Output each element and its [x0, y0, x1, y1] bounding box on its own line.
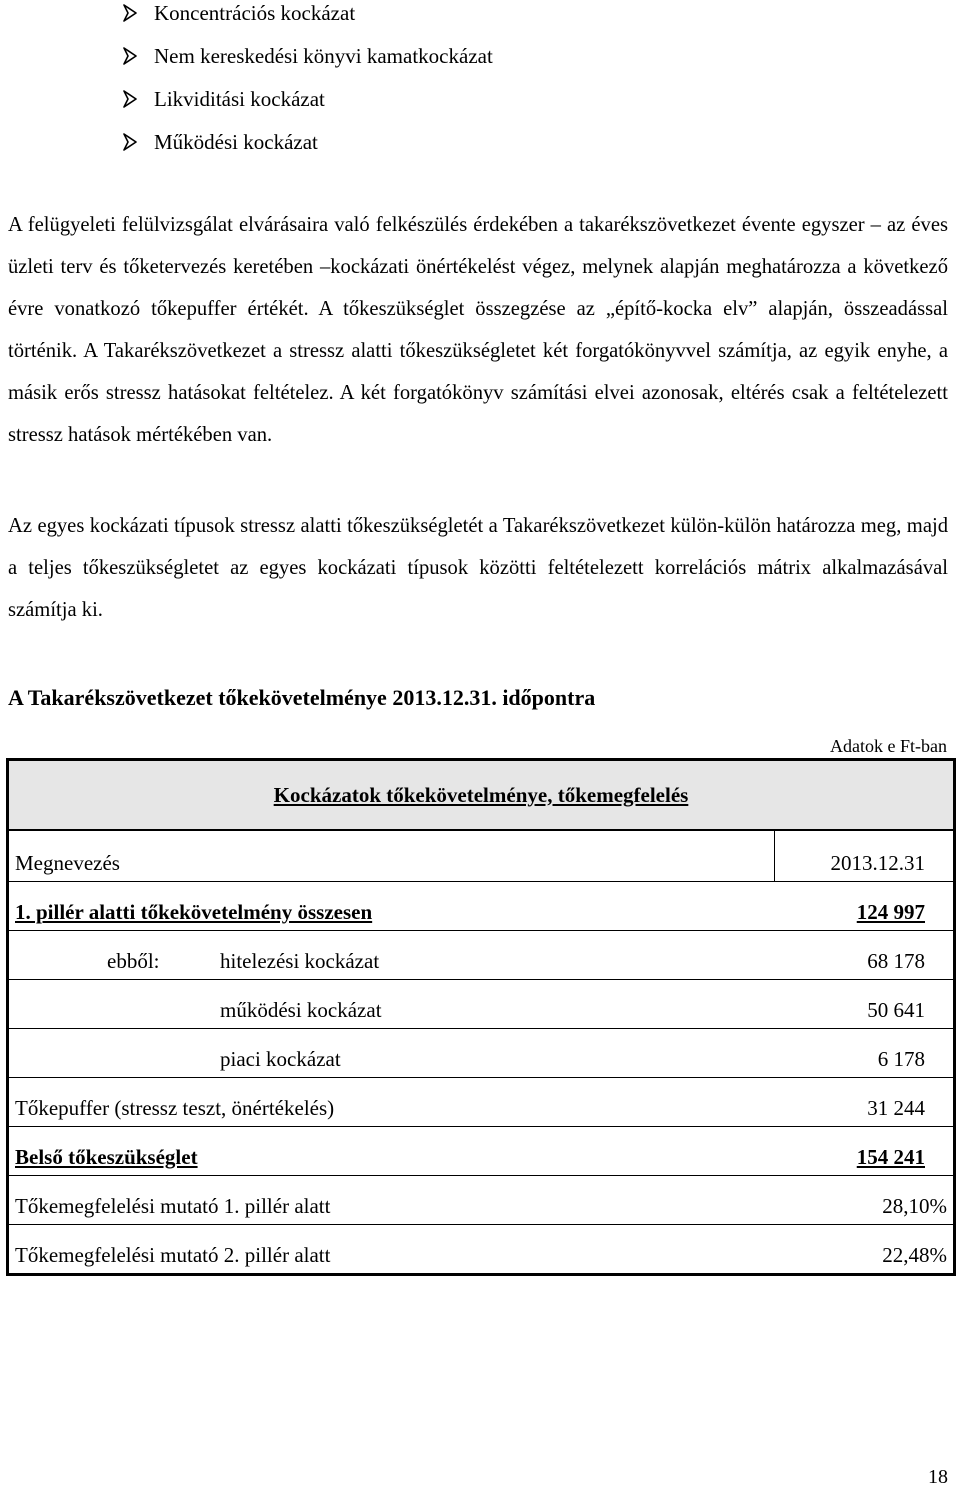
list-item-text: Koncentrációs kockázat — [154, 1, 356, 25]
row-label: Tőkemegfelelési mutató 1. pillér alatt — [15, 1194, 331, 1218]
arrow-bullet-icon — [122, 90, 138, 108]
unit-note: Adatok e Ft-ban — [830, 736, 947, 756]
row-label: Tőkemegfelelési mutató 2. pillér alatt — [15, 1243, 331, 1267]
table-row — [9, 1078, 953, 1127]
table-row — [9, 1176, 953, 1225]
arrow-bullet-icon — [122, 4, 138, 22]
row-value: 154 241 — [856, 1145, 925, 1169]
arrow-bullet-icon — [122, 133, 138, 151]
row-value: 31 244 — [867, 1096, 925, 1120]
list-item — [122, 0, 493, 43]
column-divider — [774, 831, 775, 881]
row-value: 68 178 — [867, 949, 925, 973]
list-item-text: Működési kockázat — [154, 130, 318, 154]
table-row — [9, 1127, 953, 1176]
section-heading: A Takarékszövetkezet tőkekövetelménye 2013.12.31. időpontra — [8, 685, 596, 710]
row-value: 28,10% — [882, 1194, 947, 1218]
list-item — [122, 129, 493, 172]
row-label: Tőkepuffer (stressz teszt, önértékelés) — [15, 1096, 335, 1120]
column-header-date: 2013.12.31 — [830, 851, 925, 875]
row-label: működési kockázat — [220, 998, 382, 1022]
list-item — [122, 43, 493, 86]
row-value: 6 178 — [877, 1047, 925, 1071]
paragraph-stress-capital: Az egyes kockázati típusok stressz alatti tőkeszükségletét a Takarékszövetkezet külön-külön határozza meg, majd a teljes tőkeszükségletet az egyes kockázati típusok közötti feltételezett korrelációs mátrix alkalmazásával számítja ki. — [8, 515, 948, 621]
capital-requirement-table — [6, 758, 956, 1276]
list-item-text: Likviditási kockázat — [154, 87, 325, 111]
table-row — [9, 980, 953, 1029]
paragraph-self-assessment: A felügyeleti felülvizsgálat elvárásaira való felkészülés érdekében a takarékszövetkezet évente egyszer – az éves üzleti terv és tőketervezés keretében –kockázati önértékelést végez, melynek alapján meghatározza a következő évre vonatkozó tőkepuffer értékét. A tőkeszükséglet összegzése az „építő-kocka elv” alapján, összeadással történik. A Takarékszövetkezet a stressz alatti tőkeszükségletet két forgatókönyvvel számítja, az egyik enyhe, a másik erős stressz hatásokat feltételez. A két forgatókönyv számítási elvei azonosak, eltérés csak a feltételezett stressz hatások mértékében van. — [8, 214, 948, 446]
row-value: 50 641 — [867, 998, 925, 1022]
table-row — [9, 931, 953, 980]
table-title: Kockázatok tőkekövetelménye, tőkemegfelelés — [9, 761, 953, 831]
risk-list — [122, 0, 493, 172]
table-row — [9, 1029, 953, 1078]
row-label: Belső tőkeszükséglet — [15, 1145, 198, 1169]
row-value: 22,48% — [882, 1243, 947, 1267]
table-header-row — [9, 831, 953, 882]
list-item — [122, 86, 493, 129]
list-item-text: Nem kereskedési könyvi kamatkockázat — [154, 44, 493, 68]
table-row — [9, 882, 953, 931]
column-header-name: Megnevezés — [15, 851, 120, 875]
row-value: 124 997 — [856, 900, 925, 924]
row-label: 1. pillér alatti tőkekövetelmény összesen — [15, 900, 373, 924]
page-number: 18 — [928, 1466, 948, 1488]
arrow-bullet-icon — [122, 47, 138, 65]
row-prefix: ebből: — [107, 949, 160, 973]
row-label: piaci kockázat — [220, 1047, 341, 1071]
row-label: hitelezési kockázat — [220, 949, 380, 973]
table-row — [9, 1225, 953, 1273]
